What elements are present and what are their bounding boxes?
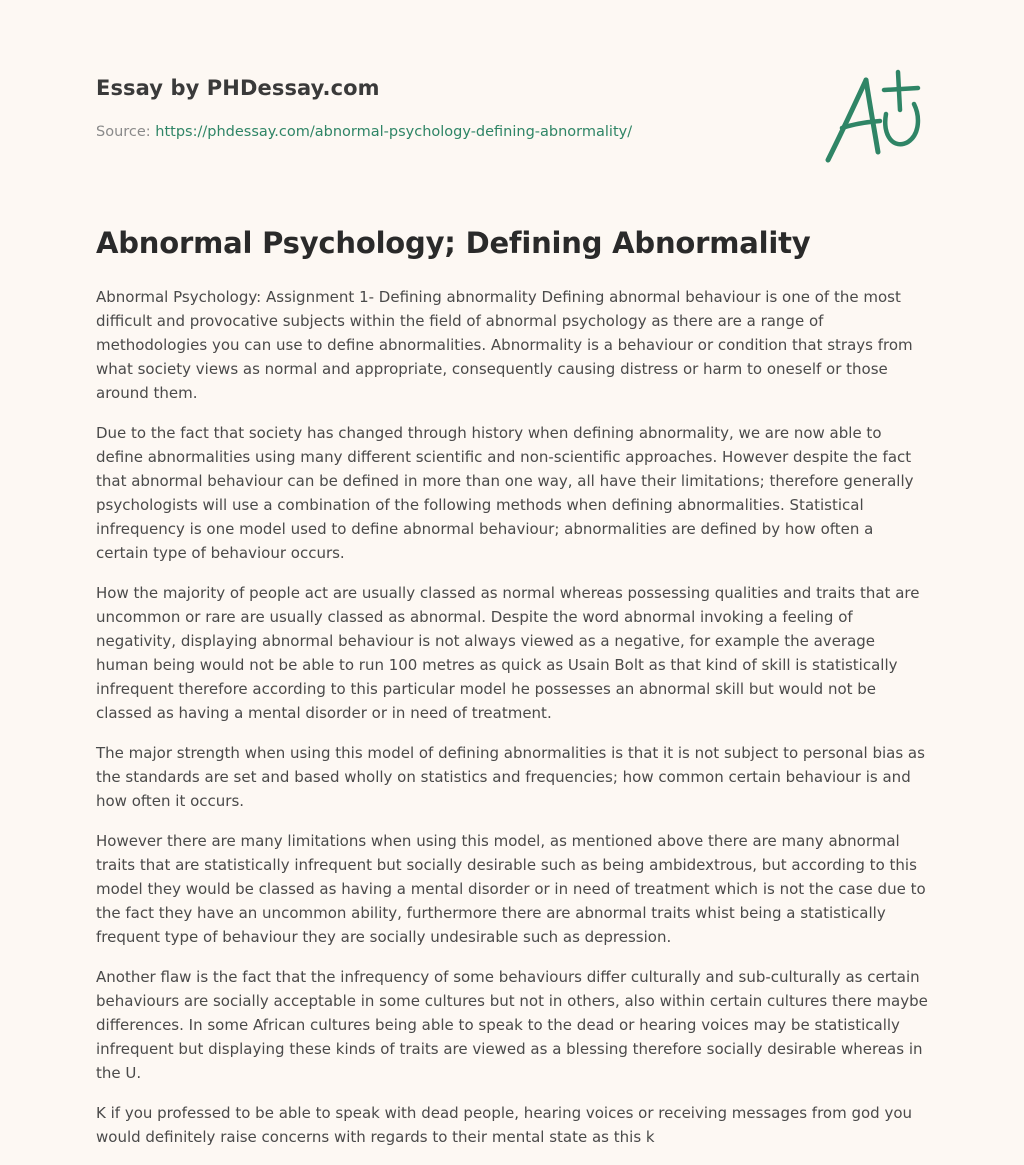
essay-paragraph: The major strength when using this model of defining abnormalities is that it is not subject to personal bias as the standards are set and based wholly on statistics and frequencies; how common certain behaviour is and how often it occurs. [96, 744, 925, 810]
essay-paragraph: How the majority of people act are usually classed as normal whereas possessing qualities and traits that are uncommon or rare are usually classed as abnormal. Despite the word abnormal invoking a feeling of negativity, displaying abnormal behaviour is not always viewed as a negative, for example the average human being would not be able to run 100 metres as quick as Usain Bolt as that kind of skill is statistically infrequent therefore according to this particular model he possesses an abnormal skill but would not be classed as having a mental disorder or in need of treatment. [96, 584, 920, 722]
essay-paragraph: K if you professed to be able to speak with dead people, hearing voices or receiving messages from god you would definitely raise concerns with regards to their mental state as this k [96, 1104, 913, 1146]
brand-name: Essay by PHDessay.com [96, 76, 380, 100]
essay-paragraph: Another flaw is the fact that the infrequency of some behaviours differ culturally and sub-culturally as certain behaviours are socially acceptable in some cultures but not in others, also within certain cultures there maybe differences. In some African cultures being able to speak to the dead or hearing voices may be statistically infrequent but displaying these kinds of traits are viewed as a blessing therefore socially desirable whereas in the U. [96, 968, 928, 1082]
source-line [96, 124, 632, 140]
a-plus-logo-icon [820, 66, 930, 166]
essay-paragraph: Abnormal Psychology: Assignment 1- Defining abnormality Defining abnormal behaviour is one of the most difficult and provocative subjects within the field of abnormal psychology as there are a range of methodologies you can use to define abnormalities. Abnormality is a behaviour or condition that strays from what society views as normal and appropriate, consequently causing distress or harm to oneself or those around them. [96, 288, 913, 402]
source-link[interactable]: https://phdessay.com/abnormal-psychology-defining-abnormality/ [155, 124, 633, 140]
essay-title: Abnormal Psychology; Defining Abnormality [96, 226, 811, 260]
essay-body [96, 285, 928, 1165]
essay-paragraph: However there are many limitations when using this model, as mentioned above there are many abnormal traits that are statistically infrequent but socially desirable such as being ambidextrous, but according to this model they would be classed as having a mental disorder or in need of treatment which is not the case due to the fact they have an uncommon ability, furthermore there are abnormal traits whist being a statistically frequent type of behaviour they are socially undesirable such as depression. [96, 832, 926, 946]
source-label: Source: [96, 124, 151, 140]
essay-paragraph: Due to the fact that society has changed through history when defining abnormality, we are now able to define abnormalities using many different scientific and non-scientific approaches. However despite the fact that abnormal behaviour can be defined in more than one way, all have their limitations; therefore generally psychologists will use a combination of the following methods when defining abnormalities. Statistical infrequency is one model used to define abnormal behaviour; abnormalities are defined by how often a certain type of behaviour occurs. [96, 424, 914, 562]
